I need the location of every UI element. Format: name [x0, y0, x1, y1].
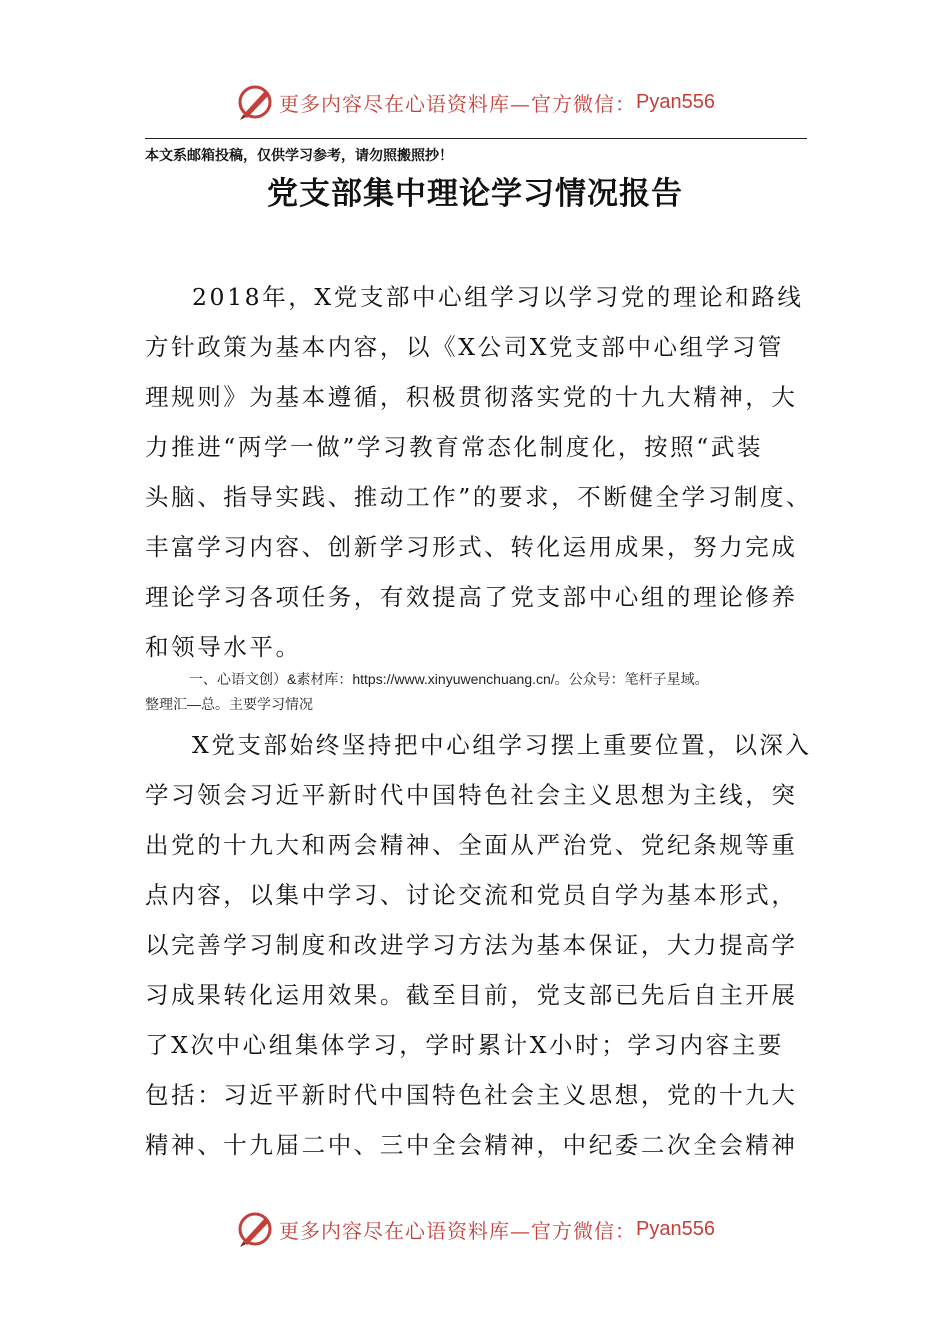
paragraph-line: 出党的十九大和两会精神、全面从严治党、党纪条规等重	[145, 831, 798, 859]
paragraph-1	[145, 272, 813, 672]
section-heading-source	[145, 667, 815, 717]
paragraph-line: 头脑、指导实践、推动工作”的要求，不断健全学习制度、	[145, 483, 813, 511]
banner-wechat-id: Pyan556	[636, 90, 715, 113]
source-line-2: 整理汇—总。主要学习情况	[145, 696, 313, 712]
paragraph-line: 和领导水平。	[145, 633, 302, 661]
page-title: 党支部集中理论学习情况报告	[267, 176, 683, 212]
paragraph-2	[145, 720, 812, 1170]
bottom-banner	[0, 1207, 950, 1251]
paragraph-line: 了X次中心组集体学习，学时累计X小时；学习内容主要	[145, 1031, 784, 1059]
header-rule	[145, 138, 807, 139]
banner-text: 更多内容尽在心语资料库—官方微信：	[279, 1218, 637, 1243]
paragraph-line: 包括：习近平新时代中国特色社会主义思想，党的十九大	[145, 1081, 798, 1109]
paragraph-line: 理规则》为基本遵循，积极贯彻落实党的十九大精神，大	[145, 383, 798, 411]
paragraph-line: 学习领会习近平新时代中国特色社会主义思想为主线，突	[145, 781, 798, 809]
top-banner	[0, 80, 950, 124]
paragraph-line: 以完善学习制度和改进学习方法为基本保证，大力提高学	[145, 931, 798, 959]
paragraph-line: 方针政策为基本内容，以《X公司X党支部中心组学习管	[145, 333, 784, 361]
pen-logo-icon	[235, 82, 275, 122]
paragraph-line: 点内容，以集中学习、讨论交流和党员自学为基本形式，	[145, 881, 798, 909]
paragraph-line: 2018年，X党支部中心组学习以学习党的理论和路线	[192, 283, 804, 311]
paragraph-line: 力推进“两学一做”学习教育常态化制度化，按照“武装	[145, 433, 764, 461]
banner-text: 更多内容尽在心语资料库—官方微信：	[279, 91, 637, 116]
pen-logo-icon	[235, 1209, 275, 1249]
header-notice: 本文系邮箱投稿，仅供学习参考，请勿照搬照抄！	[145, 148, 453, 164]
paragraph-line: 习成果转化运用效果。截至目前，党支部已先后自主开展	[145, 981, 798, 1009]
paragraph-line: 精神、十九届二中、三中全会精神，中纪委二次全会精神	[145, 1131, 798, 1159]
paragraph-line: 丰富学习内容、创新学习形式、转化运用成果，努力完成	[145, 533, 798, 561]
banner-wechat-id: Pyan556	[636, 1217, 715, 1240]
paragraph-line: X党支部始终坚持把中心组学习摆上重要位置，以深入	[192, 731, 812, 759]
paragraph-line: 理论学习各项任务，有效提高了党支部中心组的理论修养	[145, 583, 798, 611]
source-line-1: 一、心语文创）&素材库：https://www.xinyuwenchuang.cn/。公众号：笔杆子星域。	[189, 671, 709, 687]
